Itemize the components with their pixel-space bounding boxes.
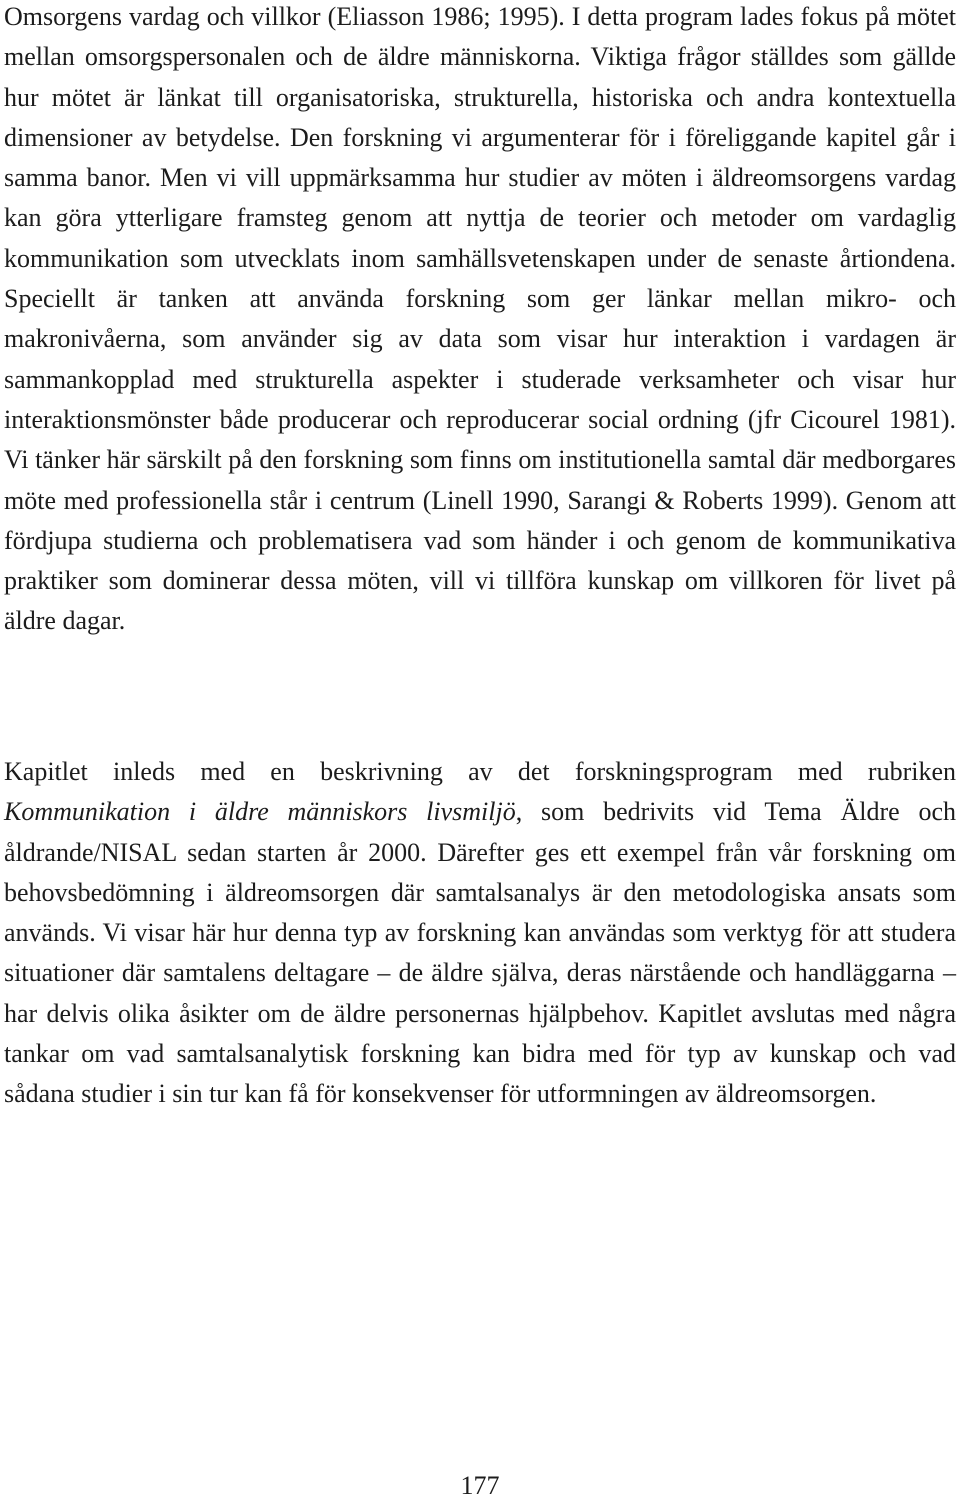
program-title-italic: Kommunikation i äldre människors livsmiljö — [4, 797, 516, 827]
page-number: 177 — [460, 1471, 500, 1500]
paragraph-2-text-end: , som bedrivits vid Tema Äldre och åldrande/NISAL sedan starten år 2000. Därefter ges ett exempel från vår forskning om behovsbedömning i äldreomsorgen där samtalsanalys är den metodologiska ansats som används. Vi visar här hur denna typ av forskning kan användas som verktyg för att studera situationer där samtalens deltagare – de äldre själva, deras närstående och handläggarna – har delvis olika åsikter om de äldre personernas hjälpbehov. Kapitlet avslutas med några tankar om vad samtalsanalytisk forskning kan bidra med för typ av kunskap och vad sådana studier i sin tur kan få för konsekvenser för utformningen av äldreomsorgen. — [4, 797, 956, 1109]
body-paragraph-1 — [4, 0, 956, 642]
paragraph-1-text: Omsorgens vardag och villkor (Eliasson 1986; 1995). I detta program lades fokus på mötet mellan omsorgspersonalen och de äldre människorna. Viktiga frågor ställdes som gällde hur mötet är länkat till organisatoriska, strukturella, historiska och andra kontextuella dimensioner av betydelse. Den forskning vi argumenterar för i föreliggande kapitel går i samma banor. Men vi vill uppmärksamma hur studier av möten i äldreomsorgens vardag kan göra ytterligare framsteg genom att nyttja de teorier och metoder om vardaglig kommunikation som utvecklats inom samhällsvetenskapen under de senaste årtiondena. Speciellt är tanken att använda forskning som ger länkar mellan mikro- och makronivåerna, som använder sig av data som visar hur interaktion i vardagen är sammankopplad med strukturella aspekter i studerade verksamheter och visar hur interaktionsmönster både producerar och reproducerar social ordning (jfr Cicourel 1981). Vi tänker här särskilt på den forskning som finns om institutionella samtal där medborgares möte med professionella står i centrum (Linell 1990, Sarangi & Roberts 1999). Genom att fördjupa studierna och problematisera vad som händer i och genom de kommunikativa praktiker som dominerar dessa möten, vill vi tillföra kunskap om villkoren för livet på äldre dagar. — [4, 2, 956, 636]
paragraph-2-text-start: Kapitlet inleds med en beskrivning av det forskningsprogram med rubriken — [4, 757, 956, 786]
body-paragraph-2 — [4, 752, 956, 1115]
